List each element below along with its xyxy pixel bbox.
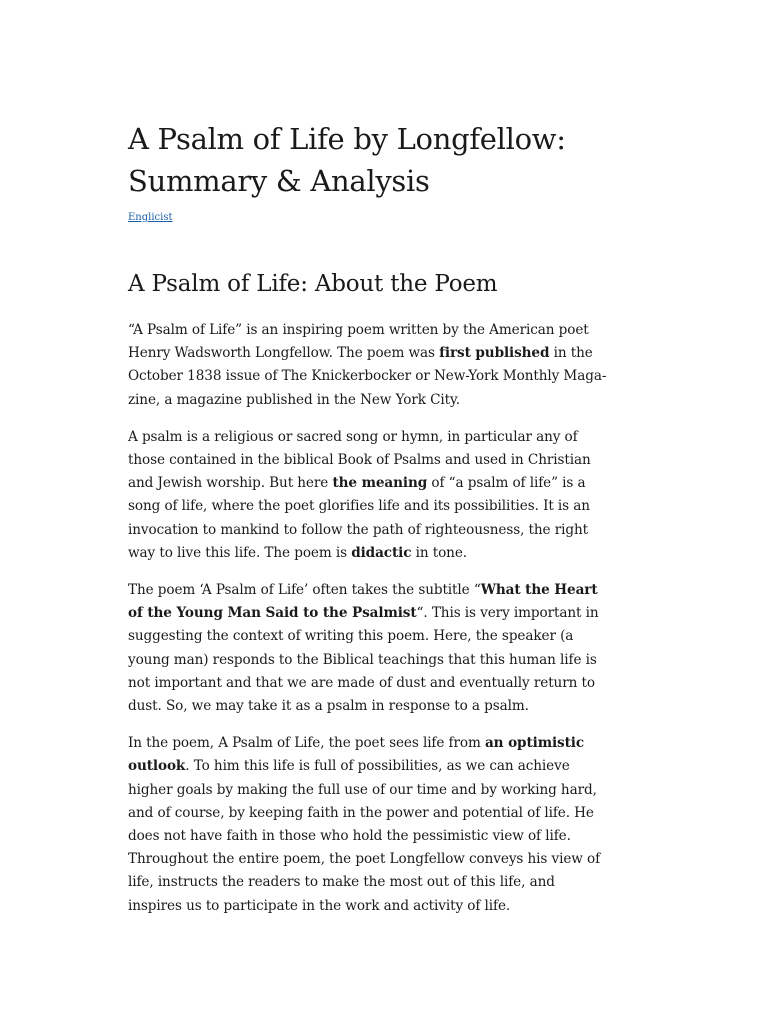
text-run: suggesting the context of writing this poem. Here, the speaker (a [128,628,574,645]
text-run: song of life, where the poet glorifies life and its possibilities. It is an [128,498,590,515]
paragraph [128,426,640,565]
text-run: and of course, by keeping faith in the power and potential of life. He [128,804,594,821]
paragraph [128,319,640,412]
text-run: October 1838 issue of The Knickerbocker or New-York Monthly Maga- [128,368,607,385]
text-run: way to live this life. The poem is [128,544,352,561]
text-run: The poem ‘A Psalm of Life’ often takes the subtitle “ [128,582,481,599]
text-run: Henry Wadsworth Longfellow. The poem was [128,345,440,362]
bold-phrase: of the Young Man Said to the Psalmist [128,605,417,622]
text-run: Throughout the entire poem, the poet Longfellow conveys his view of [128,851,601,868]
text-run: life, instructs the readers to make the most out of this life, and [128,874,555,891]
text-run: in tone. [411,544,468,561]
text-run: those contained in the biblical Book of Psalms and used in Christian [128,452,591,469]
bold-phrase: What the Heart [480,582,598,599]
text-run: dust. So, we may take it as a psalm in response to a psalm. [128,698,529,715]
text-run: does not have faith in those who hold the pessimistic view of life. [128,828,571,845]
text-run: “A Psalm of Life” is an inspiring poem written by the American poet [128,322,589,338]
paragraph [128,579,640,718]
text-run: higher goals by making the full use of our time and by working hard, [128,781,597,798]
section-heading: A Psalm of Life: About the Poem [128,271,498,297]
text-run: invocation to mankind to follow the path of righteousness, the right [128,521,588,538]
text-run: In the poem, A Psalm of Life, the poet sees life from [128,735,485,752]
text-run: not important and that we are made of dust and eventually return to [128,674,595,691]
author-link[interactable]: Englicist [128,212,173,223]
paragraph [128,732,640,918]
text-run: . To him this life is full of possibilities, as we can achieve [185,758,570,775]
article-title-line-1: A Psalm of Life by Longfellow: [128,122,566,156]
bold-phrase: first published [439,345,550,362]
bold-phrase: outlook [128,758,186,775]
text-run: inspires us to participate in the work and activity of life. [128,897,511,914]
bold-phrase: the meaning [332,475,428,492]
text-run: A psalm is a religious or sacred song or hymn, in particular any of [128,428,578,445]
bold-phrase: an optimistic [484,735,585,752]
bold-phrase: didactic [351,544,412,561]
text-run: and Jewish worship. But here [128,475,333,492]
text-run: young man) responds to the Biblical teachings that this human life is [128,651,597,668]
article-title [128,118,640,202]
text-run: in the [549,345,593,362]
text-run: “. This is very important in [416,605,599,622]
article [128,118,640,918]
text-run: zine, a magazine published in the New York City. [128,391,461,408]
text-run: of “a psalm of life” is a [427,475,586,492]
article-title-line-2: Summary & Analysis [128,164,430,198]
article-body [128,319,640,918]
